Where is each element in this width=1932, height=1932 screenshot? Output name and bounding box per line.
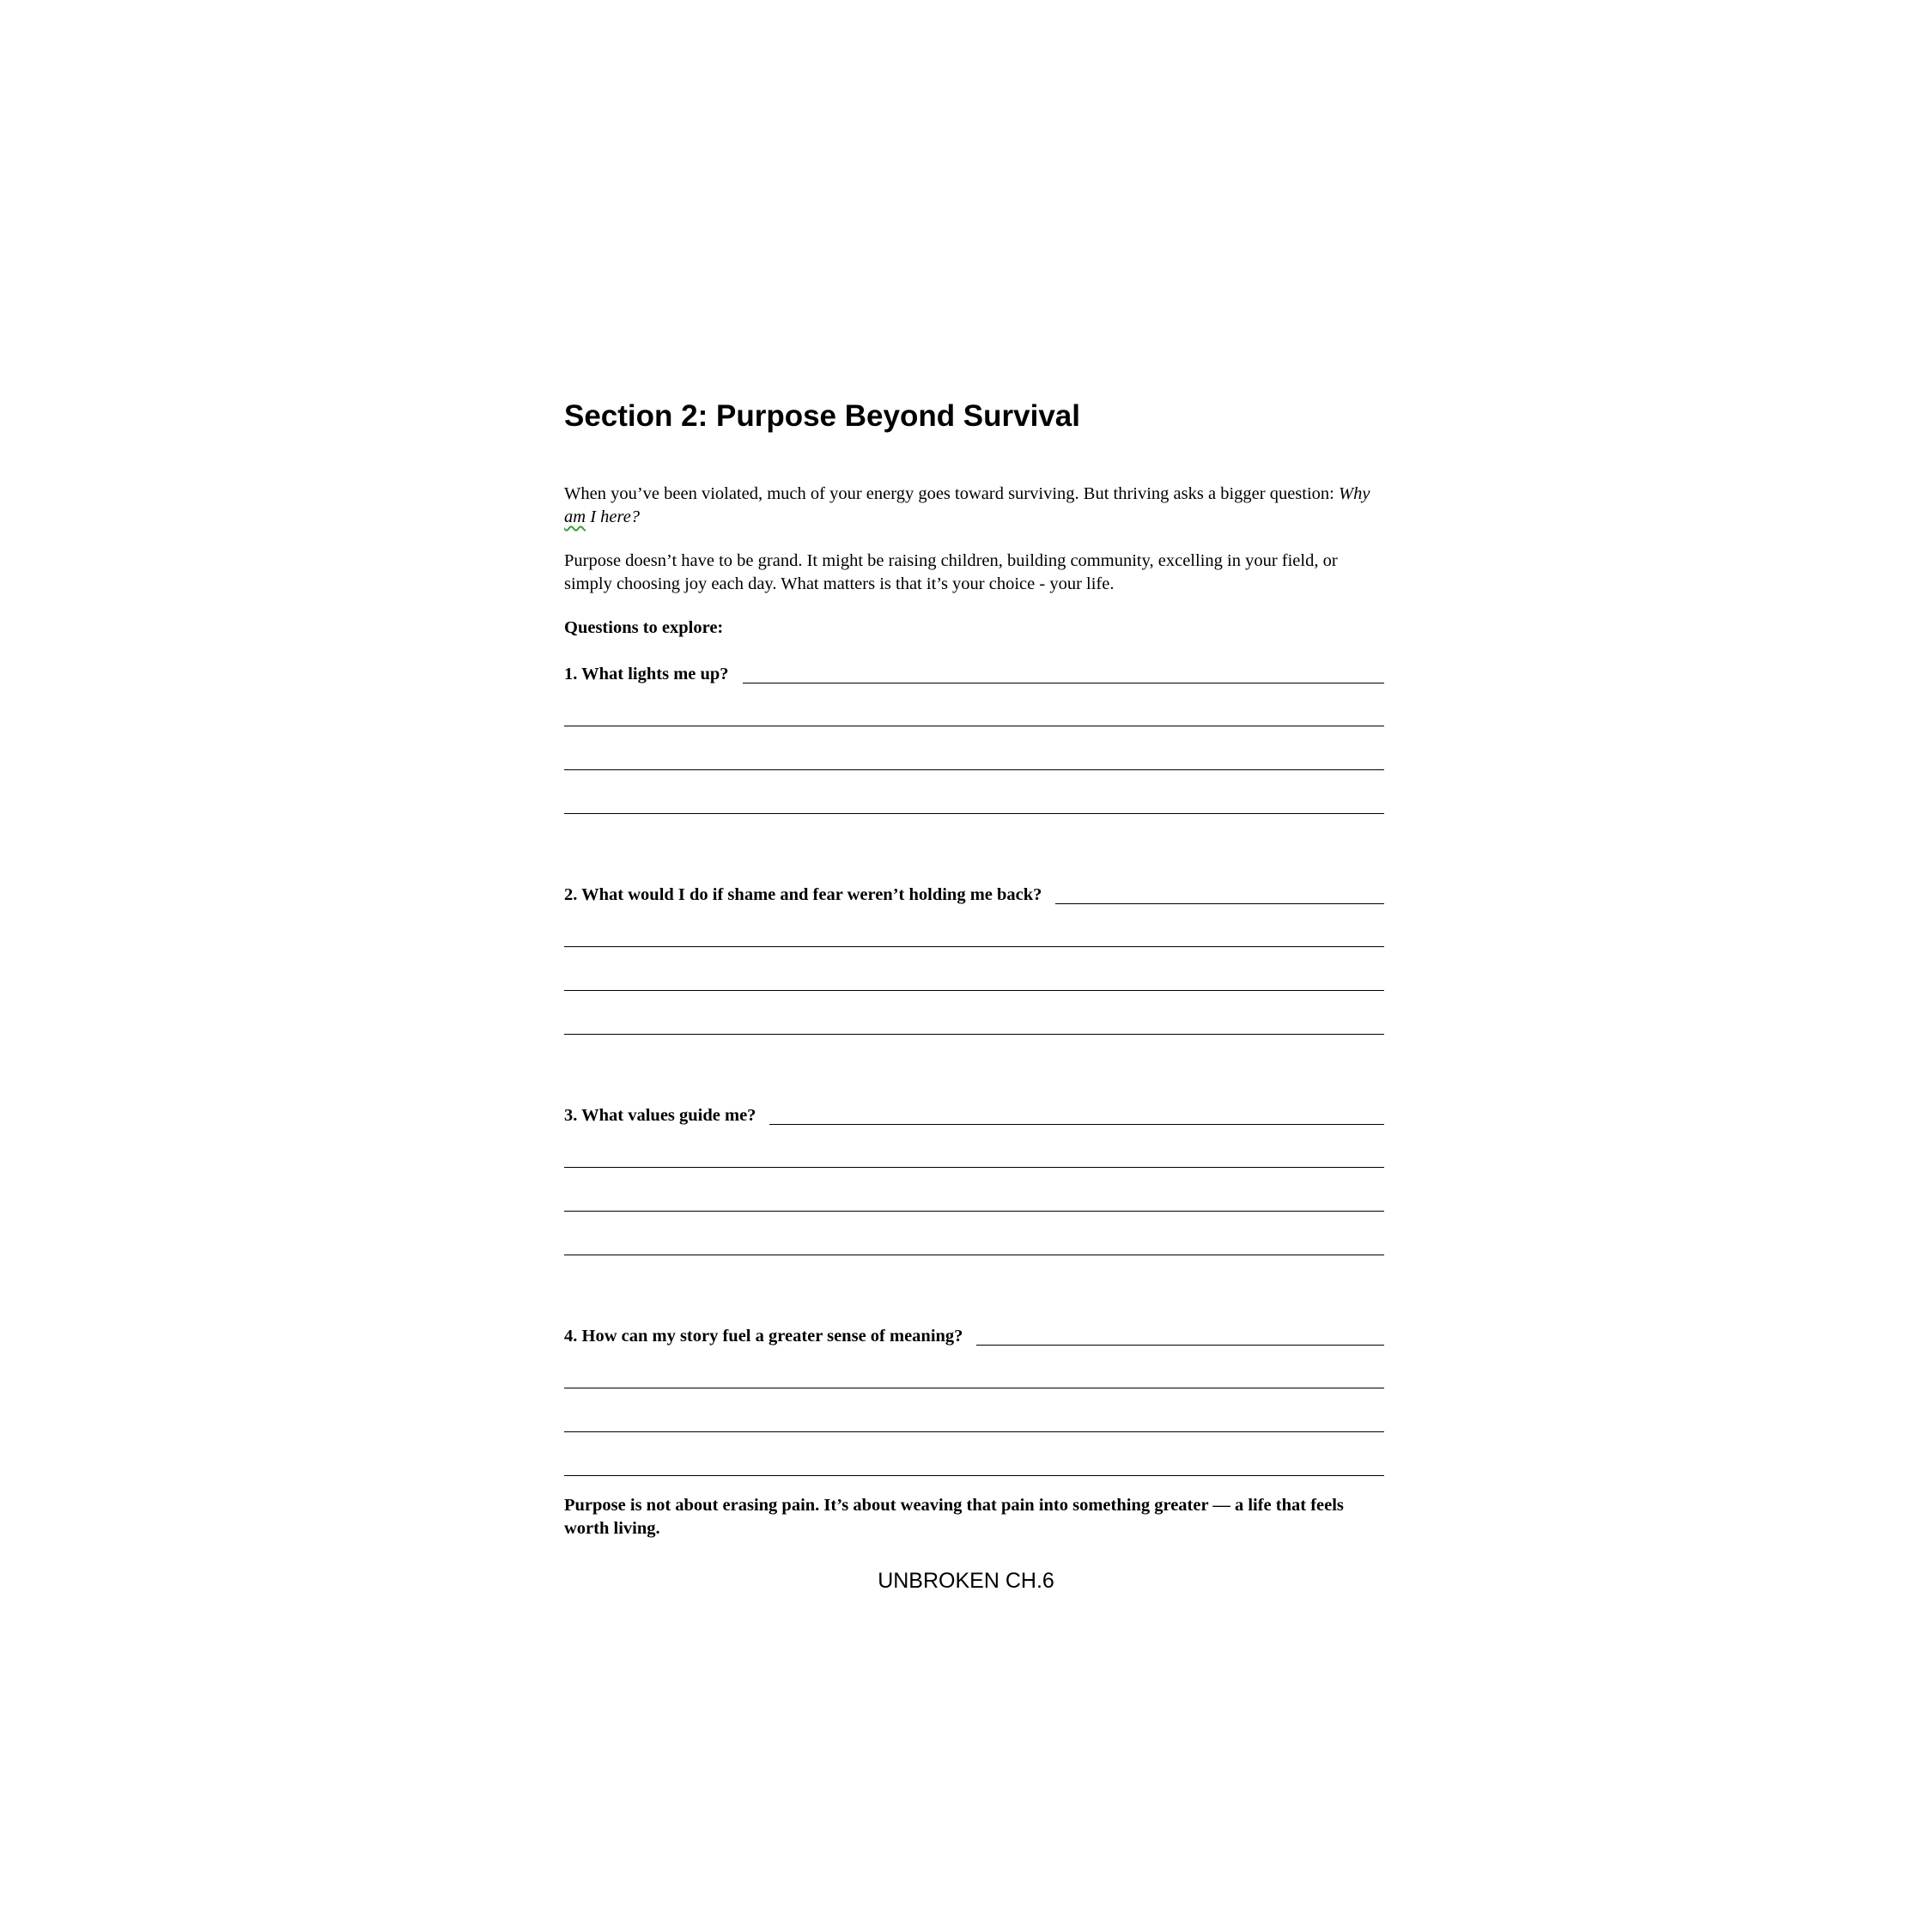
question-1-answer-line-3[interactable]: [564, 813, 1384, 814]
question-3-answer-line-1[interactable]: [564, 1167, 1384, 1168]
question-2-inline-answer-line[interactable]: [1055, 902, 1384, 904]
questions-heading: Questions to explore:: [564, 618, 724, 637]
closing-statement: Purpose is not about erasing pain. It’s about weaving that pain into something greater — a life that feels worth living.: [564, 1496, 1344, 1538]
question-4-answer-line-2[interactable]: [564, 1431, 1384, 1432]
question-2-answer-line-2[interactable]: [564, 990, 1384, 991]
question-4-inline-answer-line[interactable]: [976, 1344, 1384, 1346]
question-3-answer-line-2[interactable]: [564, 1211, 1384, 1212]
intro-question-rest: I here?: [586, 507, 641, 526]
intro-question-am: am: [564, 507, 586, 526]
question-1-inline-answer-line[interactable]: [743, 682, 1384, 683]
question-1-label: 1. What lights me up?: [564, 665, 729, 683]
question-2-label: 2. What would I do if shame and fear weren’t holding me back?: [564, 885, 1042, 904]
question-4-label: 4. How can my story fuel a greater sense of meaning?: [564, 1327, 963, 1346]
question-3-label: 3. What values guide me?: [564, 1106, 756, 1125]
page-footer: UNBROKEN CH.6: [878, 1569, 1054, 1593]
question-4: [564, 1321, 1384, 1347]
question-1-answer-line-2[interactable]: [564, 769, 1384, 770]
question-2-answer-line-3[interactable]: [564, 1034, 1384, 1035]
question-3-inline-answer-line[interactable]: [769, 1123, 1384, 1125]
question-4-answer-line-3[interactable]: [564, 1475, 1384, 1476]
intro-paragraph-1-text: When you’ve been violated, much of your energy goes toward surviving. But thriving asks a bigger question:: [564, 484, 1339, 503]
question-3: [564, 1101, 1384, 1127]
question-1: [564, 659, 1384, 685]
question-2-answer-line-1[interactable]: [564, 946, 1384, 947]
section-title: Section 2: Purpose Beyond Survival: [564, 399, 1080, 433]
intro-paragraph-1: [564, 483, 1384, 529]
question-2: [564, 880, 1384, 906]
intro-paragraph-2: Purpose doesn’t have to be grand. It might be raising children, building community, excelling in your field, or simply choosing joy each day. What matters is that it’s your choice - your life.: [564, 551, 1338, 593]
intro-question-why: Why: [1339, 484, 1370, 503]
